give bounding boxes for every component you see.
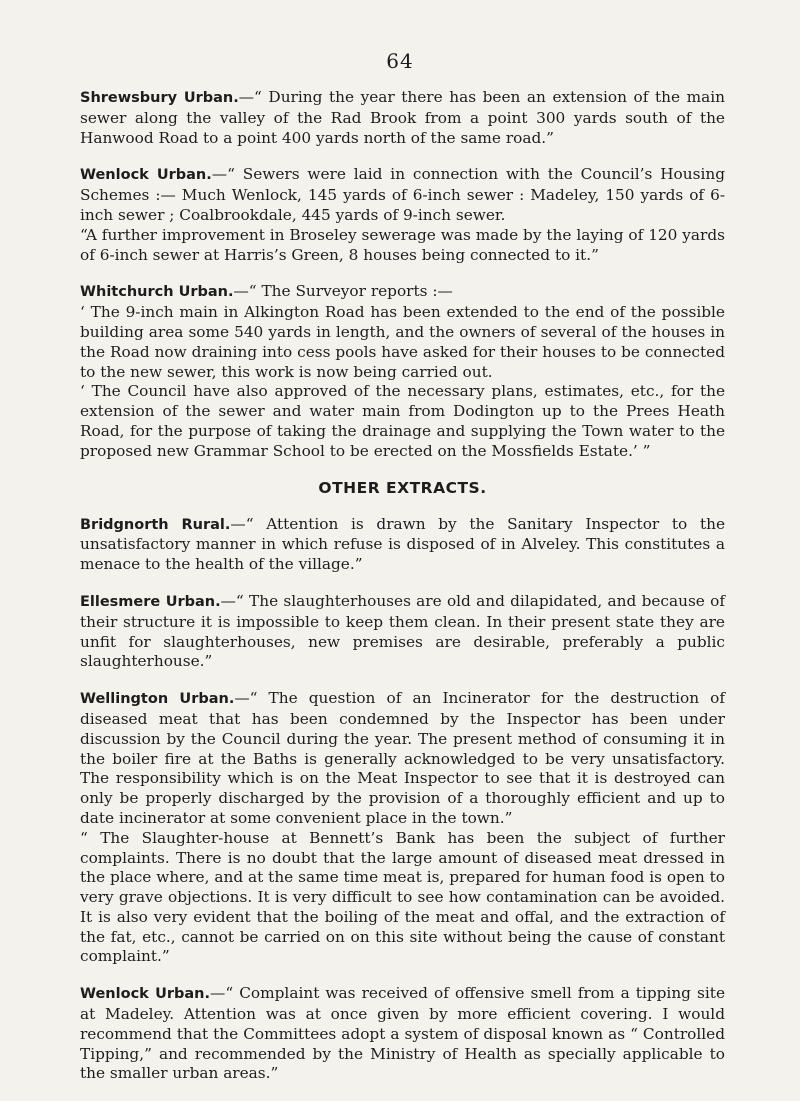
paragraph-whitchurch-alkington: ‘ The 9-inch main in Alkington Road has been extended to the end of the possible building area some 540 yards in length, and the owners of several of the houses in the Road now draining into cess pools have asked for their houses to be connected to the new sewer, this work is now being carried out. — [80, 303, 725, 381]
paragraph-text: —“ During the year there has been an extension of the main sewer along the valley of the Rad Brook from a point 300 yards south of the Hanwood Road to a point 400 yards north of the same road.” — [80, 88, 725, 147]
section-heading: Shrewsbury Urban. — [80, 90, 239, 106]
paragraph-bridgnorth — [80, 515, 725, 575]
section-heading: Whitchurch Urban. — [80, 284, 234, 301]
paragraph-text: —“ The Surveyor reports :— — [233, 282, 453, 301]
paragraph-whitchurch-dodington: ‘ The Council have also approved of the necessary plans, estimates, etc., for the extension of the sewer and water main from Dodington up to the Prees Heath Road, for the purpose of taking the drainage and supplying the Town water to the proposed new Grammar School to be erected on the Mossfields Estate.’ ” — [80, 382, 725, 460]
paragraph-text: —“ The question of an Incinerator for the destruction of diseased meat that has been condemned by the Inspector has been under discussion by the Council during the year. The present method of consuming it in the boiler fire at the Baths is generally acknowledged to be very unsatisfactory. The responsibility which is on the Meat Inspector to see that it is destroyed can only be properly discharged by the provision of a thoroughly efficient and up to date incinerator at some convenient place in the town.” — [80, 689, 725, 827]
section-title-other-extracts: OTHER EXTRACTS. — [318, 478, 487, 497]
paragraph-text: —“ Attention is drawn by the Sanitary Inspector to the unsatisfactory manner in which refuse is disposed of in Alveley. This constitutes a menace to the health of the village.” — [80, 514, 725, 574]
paragraph-text: —“ The slaughterhouses are old and dilapidated, and because of their structure it is impossible to keep them clean. In their present state they are unfit for slaughterhouses, new premises are desirable, preferably a public slaughterhouse.” — [80, 591, 726, 671]
section-heading: Wenlock Urban. — [80, 167, 212, 184]
section-heading: Ellesmere Urban. — [80, 593, 221, 610]
paragraph-wenlock-tipping — [80, 984, 725, 1084]
section-heading: Bridgnorth Rural. — [80, 516, 231, 533]
paragraph-whitchurch — [80, 282, 725, 303]
paragraph-text: —“ Complaint was received of offensive smell from a tipping site at Madeley. Attention was at once given by more efficient covering. I would recommend that the Committees adopt a system of disposal known as “ Controlled Tipping,” and recommended by the Ministry of Health as specially applicable to the smaller urban areas.” — [80, 984, 725, 1083]
paragraph-wenlock-sewers — [80, 165, 725, 225]
paragraph-shrewsbury — [80, 88, 725, 148]
paragraph-text: —“ Sewers were laid in connection with the Council’s Housing Schemes :— Much Wenlock, 145 yards of 6-inch sewer : Madeley, 150 yards of 6-inch sewer ; Coalbrookdale, 445 yards of 9-inch sewer. — [80, 165, 725, 224]
paragraph-wellington-incinerator — [80, 689, 725, 829]
paragraph-ellesmere — [80, 592, 725, 672]
section-heading: Wellington Urban. — [80, 691, 235, 708]
paragraph-wenlock-broseley: “A further improvement in Broseley sewerage was made by the laying of 120 yards of 6-inch sewer at Harris’s Green, 8 houses being connected to it.” — [80, 225, 725, 264]
paragraph-wellington-slaughterhouse: “ The Slaughter-house at Bennett’s Bank has been the subject of further complaints. There is no doubt that the large amount of diseased meat dressed in the place where, and at the same time meat is, prepared for human food is open to very grave objections. It is very difficult to see how contamination can be avoided. It is also very evident that the boiling of the meat and offal, and the extraction of the fat, etc., cannot be carried on on this site without being the cause of constant complaint.” — [80, 828, 725, 966]
section-heading: Wenlock Urban. — [80, 986, 211, 1003]
document-body — [80, 88, 725, 1101]
page-number: 64 — [386, 49, 414, 73]
